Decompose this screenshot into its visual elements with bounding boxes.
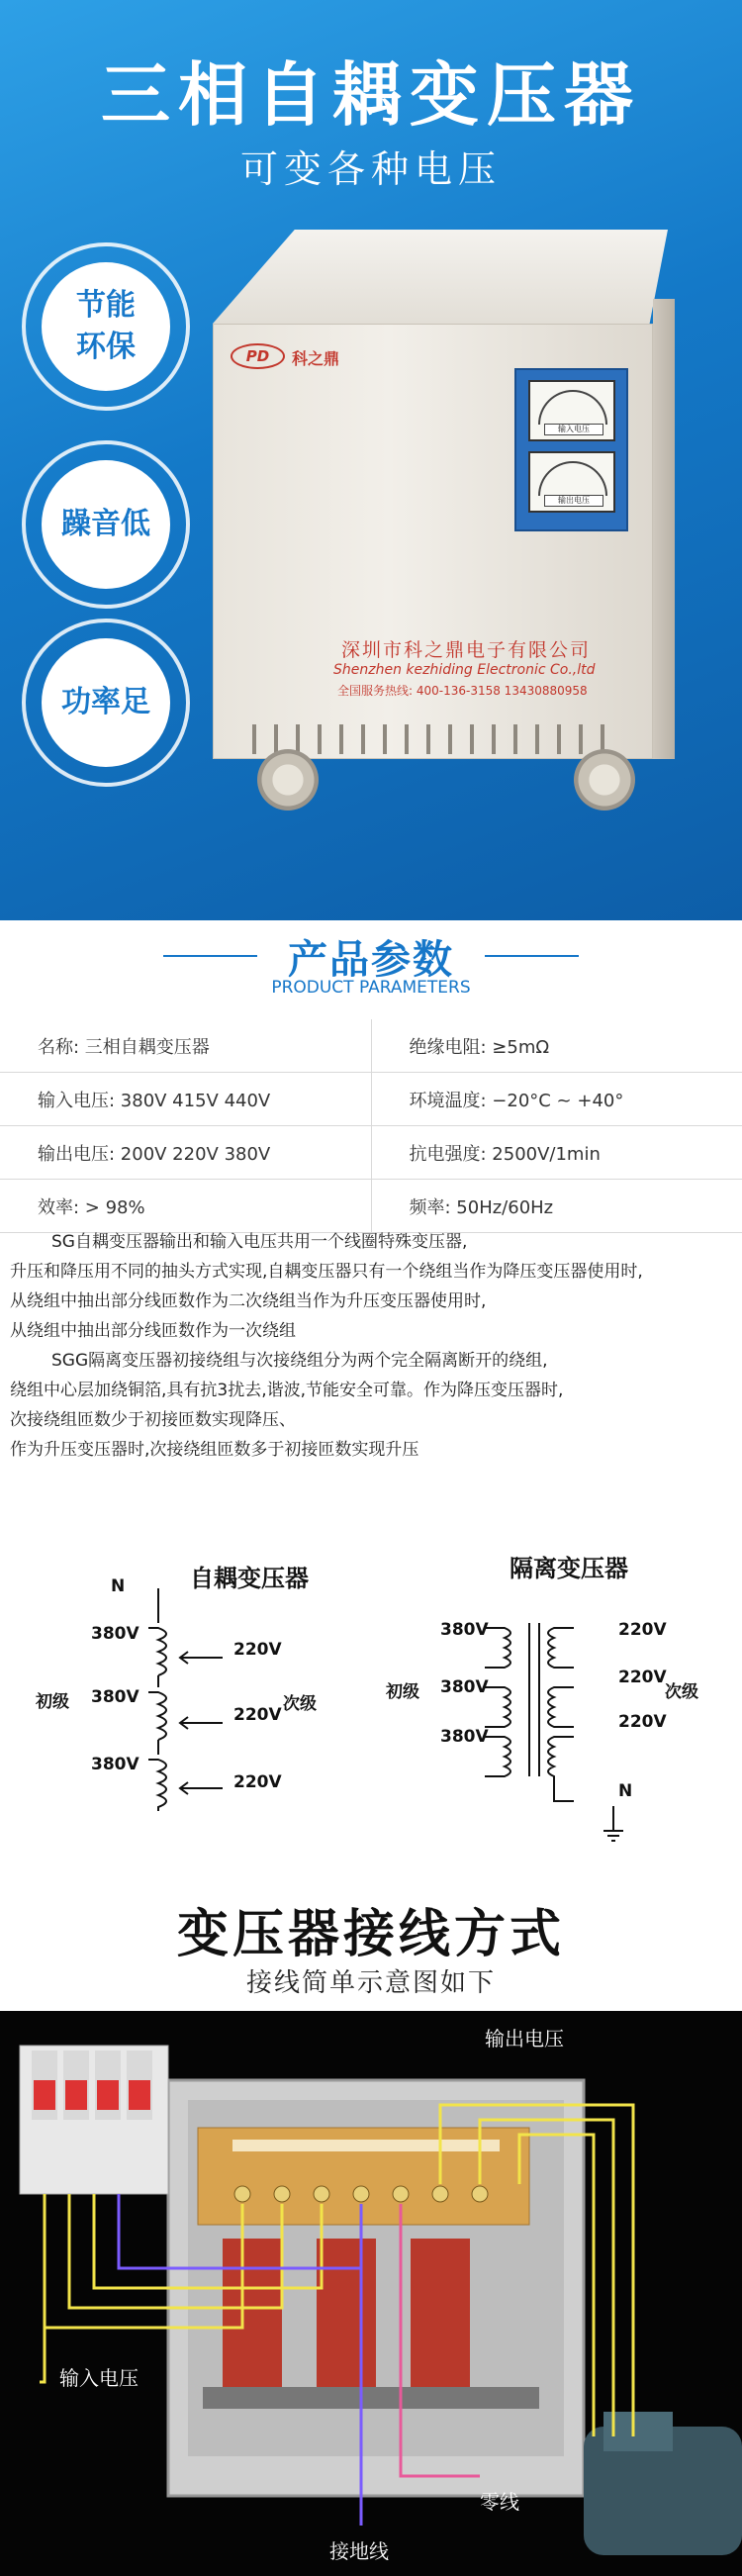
- voltmeter-output: 输出电压: [528, 451, 615, 513]
- output-voltage-label: 220V: [618, 1668, 667, 1687]
- table-cell: 输出电压: 200V 220V 380V: [38, 1143, 271, 1165]
- service-hotline: 全国服务热线: 400-136-3158 13430880958: [337, 684, 588, 698]
- table-cell: 输入电压: 380V 415V 440V: [38, 1090, 271, 1111]
- input-voltage-label: 380V: [440, 1727, 489, 1747]
- badge-label: 功率足: [61, 685, 150, 719]
- company-name-en: Shenzhen kezhiding Electronic Co.,ltd: [333, 662, 596, 678]
- badge-label: 节能: [76, 288, 136, 323]
- table-cell: 效率: > 98%: [38, 1196, 145, 1218]
- transformer-product-image: [213, 230, 668, 804]
- badge-low-noise: [22, 440, 190, 609]
- table-row: [0, 1019, 742, 1073]
- neutral-wire-label: 零线: [480, 2490, 519, 2514]
- input-voltage-label: 380V: [91, 1624, 139, 1644]
- product-description: [10, 1227, 732, 1465]
- wiring-diagram-photo: [0, 2011, 742, 2576]
- output-voltage-label: 220V: [618, 1712, 667, 1732]
- output-voltage-label: 220V: [618, 1620, 667, 1640]
- primary-label: 初级: [386, 1682, 419, 1702]
- primary-label: 初级: [36, 1692, 69, 1712]
- wiring-illustration: [0, 2011, 742, 2576]
- table-cell: 抗电强度: 2500V/1min: [371, 1126, 742, 1179]
- brand-logo: PD: [231, 343, 285, 369]
- badge-label: 躁音低: [61, 507, 150, 541]
- output-voltage-label: 输出电压: [485, 2027, 564, 2051]
- hero-subtitle: 可变各种电压: [239, 147, 502, 191]
- desc-line: 升压和降压用不同的抽头方式实现,自耦变压器只有一个绕组当作为降压变压器使用时,: [10, 1262, 643, 1282]
- vent-slots: [252, 724, 618, 754]
- winding-schematic: [0, 1529, 742, 1856]
- desc-line: 从绕组中抽出部分线匝数作为一次绕组: [10, 1321, 296, 1341]
- company-name-cn: 深圳市科之鼎电子有限公司: [341, 639, 592, 661]
- table-row: [0, 1126, 742, 1180]
- brand-name: 科之鼎: [292, 349, 340, 368]
- wiring-subtitle: 接线简单示意图如下: [245, 1968, 496, 1998]
- desc-line: 从绕组中抽出部分线匝数作为二次绕组当作为升压变压器使用时,: [10, 1291, 487, 1311]
- table-cell: 绝缘电阻: ≥5mΩ: [371, 1019, 742, 1072]
- output-voltage-label: 220V: [233, 1705, 282, 1725]
- badge-full-power: [22, 619, 190, 787]
- params-header: [0, 920, 742, 1014]
- autotransformer-title: 自耦变压器: [190, 1565, 309, 1592]
- neutral-label: N: [111, 1576, 126, 1596]
- winding-diagrams: [0, 1529, 742, 1856]
- isolation-transformer-title: 隔离变压器: [510, 1555, 628, 1582]
- desc-line: 绕组中心层加绕铜箔,具有抗3扰去,谐波,节能安全可靠。作为降压变压器时,: [10, 1381, 564, 1400]
- input-voltage-label: 380V: [91, 1687, 139, 1707]
- table-row: [0, 1073, 742, 1126]
- params-title: 产品参数: [288, 937, 454, 983]
- desc-line: SG自耦变压器输出和输入电压共用一个线圈特殊变压器,: [51, 1232, 468, 1252]
- table-cell: 环境温度: −20°C ~ +40°: [371, 1073, 742, 1125]
- desc-line: 次接绕组匝数少于初接匝数实现降压、: [10, 1410, 296, 1430]
- secondary-label: 次级: [665, 1682, 698, 1702]
- output-voltage-label: 220V: [233, 1640, 282, 1660]
- badge-label: 环保: [76, 330, 136, 364]
- input-voltage-label: 380V: [440, 1620, 489, 1640]
- input-voltage-label: 380V: [440, 1677, 489, 1697]
- desc-line: 作为升压变压器时,次接绕组匝数多于初接匝数实现升压: [10, 1440, 419, 1460]
- ground-wire-label: 接地线: [329, 2539, 389, 2563]
- secondary-label: 次级: [283, 1694, 317, 1714]
- badge-energy-saving: [22, 242, 190, 411]
- table-cell: 频率: 50Hz/60Hz: [371, 1180, 742, 1232]
- hero-title: 三相自耦变压器: [101, 54, 641, 136]
- hero-banner: [0, 0, 742, 920]
- input-voltage-label: 380V: [91, 1755, 139, 1774]
- voltmeter-input: 输入电压: [528, 380, 615, 441]
- caster-wheel: [574, 749, 635, 811]
- meter-panel: [514, 368, 628, 531]
- params-table: [0, 1019, 742, 1233]
- caster-wheel: [257, 749, 319, 811]
- desc-line: SGG隔离变压器初接绕组与次接绕组分为两个完全隔离断开的绕组,: [51, 1351, 548, 1371]
- neutral-label: N: [618, 1781, 633, 1801]
- wiring-title: 变压器接线方式: [176, 1905, 565, 1964]
- input-voltage-label: 输入电压: [59, 2366, 139, 2390]
- params-subtitle: PRODUCT PARAMETERS: [271, 978, 471, 998]
- table-row: [0, 1180, 742, 1233]
- output-voltage-label: 220V: [233, 1772, 282, 1792]
- table-cell: 名称: 三相自耦变压器: [38, 1036, 210, 1058]
